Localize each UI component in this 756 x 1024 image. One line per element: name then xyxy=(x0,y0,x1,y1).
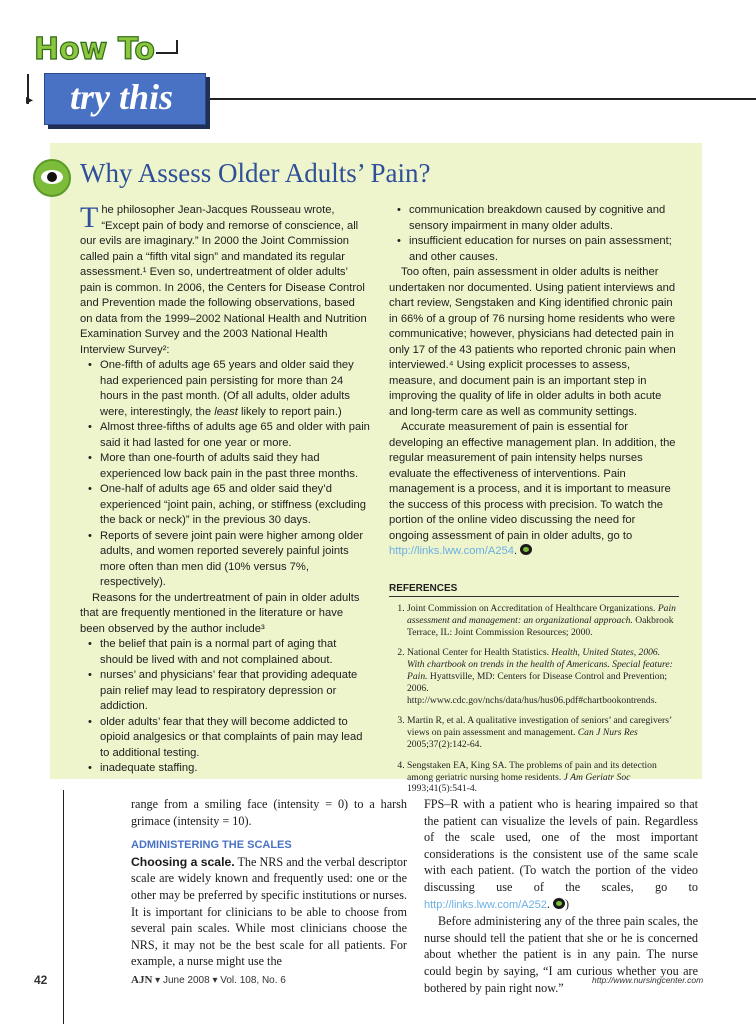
reference-item: 4. Sengstaken EA, King SA. The problems of pain and its detection among geriatric nursing home residents. J Am Geriatr Soc 1993;41(5):541-4. xyxy=(407,760,679,795)
stats-list xyxy=(80,358,370,591)
logo-connector-line xyxy=(156,52,178,54)
sidebar-right-column xyxy=(389,203,677,560)
eye-icon-pupil xyxy=(47,172,57,182)
run-in-head: Choosing a scale. xyxy=(131,854,235,869)
body-left-column xyxy=(131,796,407,970)
references-rule xyxy=(389,596,679,597)
body-paragraph: FPS–R with a patient who is hearing impaired so that the patient can visualize the levels of pain. Regardless of the scale used, one of the most important considerations is the consistent use of the same scale with each patient. (To watch the portion of the video discussing use of the scales, go to http://links.lww.com/A252. ) xyxy=(424,797,698,911)
list-item: • the belief that pain is a normal part of aging that should be lived with and not complained about. xyxy=(80,637,370,668)
list-item: • Almost three-fifths of adults age 65 and older with pain said it had lasted for one year or more. xyxy=(80,420,370,451)
list-item: • Reports of severe joint pain were higher among older adults, and women reported severely painful joints more often than men did (10% versus 7%, respectively). xyxy=(80,529,370,591)
section-subhead: ADMINISTERING THE SCALES xyxy=(131,839,292,852)
reference-item: 2. National Center for Health Statistics. Health, United States, 2006. With chartbook on trends in the health of Americans. Special feature: Pain. Hyattsville, MD: Centers for Disease Control and Prevention; 2006. http://www.cdc.gov/nchs/data/hus/hus06.pdf#chartbookontrends. xyxy=(407,647,679,706)
accurate-measurement-paragraph: Accurate measurement of pain is essential for developing an effective management plan. In addition, the regular measurement of pain intensity helps nurses evaluate the effectiveness of interventions. Pain management is a process, and it is important to measure the success of this process with precision. To watch the portion of the online video discussing the need for ongoing assessment of pain in older adults, go to http://links.lww.com/A254. xyxy=(389,421,676,557)
video-icon xyxy=(520,544,532,555)
body-paragraph: Before administering any of the three pain scales, the nurse should tell the patient that she or he is concerned about whether the patient is in any pain. The nurse could begin by saying, “I am curious whether you are bothered by pain right now.” xyxy=(424,914,698,995)
video-link-a252[interactable]: http://links.lww.com/A252 xyxy=(424,898,547,911)
video-link-a254[interactable]: http://links.lww.com/A254 xyxy=(389,545,514,557)
sidebar-left-column xyxy=(80,203,370,777)
margin-rule xyxy=(63,790,64,1024)
reasons-list-continued xyxy=(389,203,677,265)
list-item: • communication breakdown caused by cognitive and sensory impairment in many older adults. xyxy=(389,203,677,234)
arrow-right-icon: ▸ xyxy=(26,91,34,107)
list-item: • insufficient education for nurses on pain assessment; and other causes. xyxy=(389,234,677,265)
references-heading: REFERENCES xyxy=(389,583,458,594)
list-item: • nurses’ and physicians’ fear that providing adequate pain relief may lead to respiratory depression or addiction. xyxy=(80,668,370,715)
footer-url: http://www.nursingcenter.com xyxy=(592,975,704,985)
logo-connector-line-vertical xyxy=(176,40,178,54)
body-right-column xyxy=(424,796,698,996)
page-number: 42 xyxy=(34,973,48,987)
body-paragraph: Choosing a scale. The NRS and the verbal descriptor scale are widely known and frequently used: one or the other may be preferred by specific institutions or nurses. It is important for clinicians to be able to choose from several pain scales. While most clinicians choose the NRS, it may not be the best scale for all patients. For example, a nurse might use the xyxy=(131,854,408,969)
intro-paragraph: The philosopher Jean-Jacques Rousseau wrote, “Except pain of body and remorse of conscience, all our evils are imaginary.” In 2000 the Joint Commission called pain a “fifth vital sign” and mandated its regular assessment.¹ Even so, undertreatment of older adults’ pain is common. In 2006, the Centers for Disease Control and Prevention made the following observations, based on data from the 1999–2002 National Health and Nutrition Examination Survey and the 2003 National Health Interview Survey²: xyxy=(80,201,367,356)
references-section xyxy=(389,583,679,804)
drop-cap: T xyxy=(80,201,99,234)
reasons-intro: Reasons for the undertreatment of pain in older adults that are frequently mentioned in the literature or have been observed by the author include³ xyxy=(80,591,360,635)
reference-item: 3. Martin R, et al. A qualitative investigation of seniors’ and caregivers’ views on pain assessment and management. Can J Nurs Res 2005;37(2):142-64. xyxy=(407,715,679,750)
too-often-paragraph: Too often, pain assessment in older adults is neither undertaken nor documented. Using patient interviews and chart review, Sengstaken and King identified chronic pain in 66% of a group of 76 nursing home residents who were communicative; however, physicians had detected pain in only 17 of the 43 patients who reported chronic pain when interviewed.⁴ Using explicit processes to assess, measure, and document pain is an important step in improving the quality of life in older adults in both acute and long-term care as well as community settings. xyxy=(389,266,676,418)
body-paragraph: range from a smiling face (intensity = 0) to a harsh grimace (intensity = 10). xyxy=(131,797,407,828)
header-rule xyxy=(210,98,756,100)
list-item: • More than one-fourth of adults said they had experienced low back pain in the past three months. xyxy=(80,451,370,482)
try-this-label: try this xyxy=(70,77,174,117)
list-item: • One-fifth of adults age 65 years and older said they had experienced pain persisting for more than 24 hours in the past month. (Of all adults, older adults were, interestingly, the least likely to report pain.) xyxy=(80,358,370,420)
reference-item: 1. Joint Commission on Accreditation of Healthcare Organizations. Pain assessment and management: an organizational approach. Oakbrook Terrace, IL: Joint Commission Resources; 2000. xyxy=(407,603,679,638)
how-to-logo: How To xyxy=(34,32,155,67)
video-icon xyxy=(553,898,565,909)
list-item: • older adults’ fear that they will become addicted to opioid analgesics or that complaints of pain may lead to additional testing. xyxy=(80,715,370,762)
journal-citation: AJN ▾ June 2008 ▾ Vol. 108, No. 6 xyxy=(131,974,286,986)
list-item: • inadequate staffing. xyxy=(80,761,370,777)
references-list xyxy=(389,603,679,795)
sidebar-title: Why Assess Older Adults’ Pain? xyxy=(80,158,431,188)
reasons-list xyxy=(80,637,370,777)
list-item: • One-half of adults age 65 and older said they’d experienced “joint pain, aching, or stiffness (excluding the back or neck)” in the previous 30 days. xyxy=(80,482,370,529)
